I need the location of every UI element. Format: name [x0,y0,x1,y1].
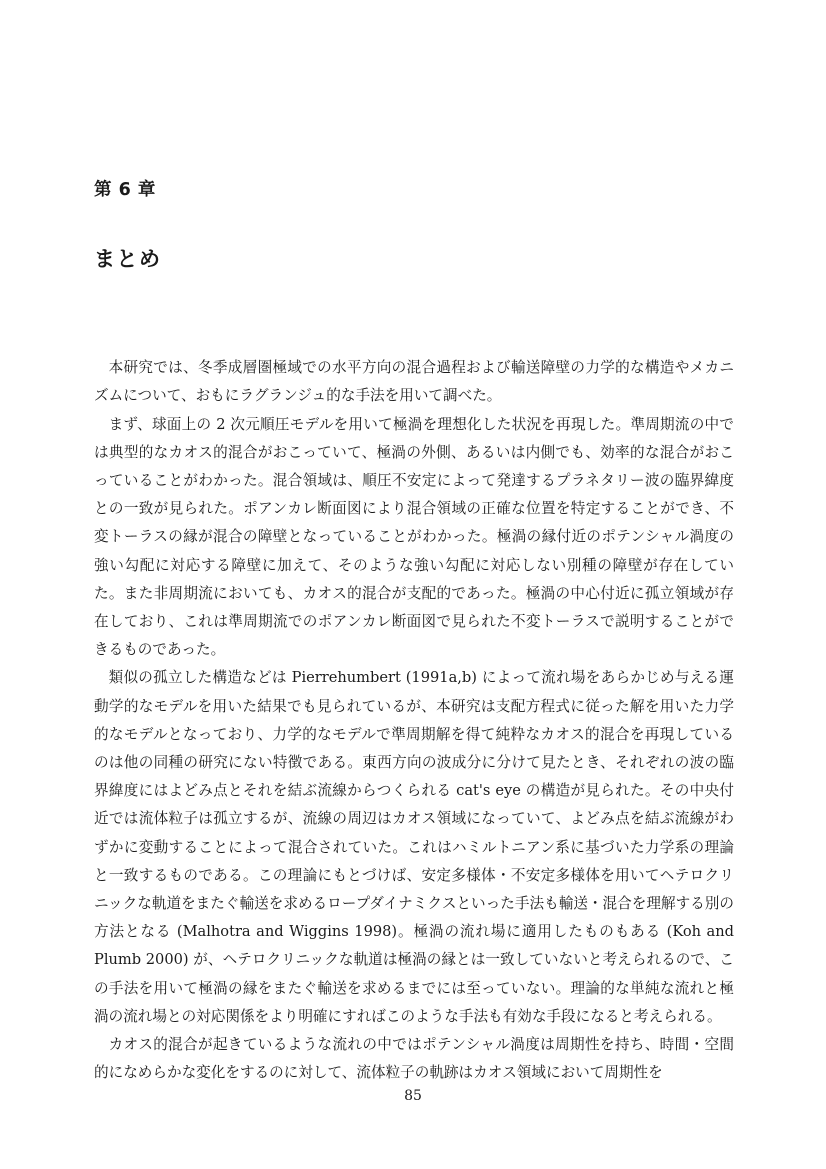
chapter-title: まとめ [94,247,162,271]
page-number: 85 [404,1088,422,1104]
paragraph: まず、球面上の 2 次元順圧モデルを用いて極渦を理想化した状況を再現した。準周期流の中では典型的なカオス的混合がおこっていて、極渦の外側、あるいは内側でも、効率的な混合がおこっていることがわかった。混合領域は、順圧不安定によって発達するプラネタリー波の臨界緯度との一致が見られた。ポアンカレ断面図により混合領域の正確な位置を特定することができ、不変トーラスの縁が混合の障壁となっていることがわかった。極渦の縁付近のポテンシャル渦度の強い勾配に対応する障壁に加えて、そのような強い勾配に対応しない別種の障壁が存在していた。また非周期流においても、カオス的混合が支配的であった。極渦の中心付近に孤立領域が存在しており、これは準周期流でのポアンカレ断面図で見られた不変トーラスで説明することができるものであった。 [94,415,734,659]
page-content [94,180,734,1087]
chapter-label: 第 6 章 [94,180,156,200]
paragraph: 類似の孤立した構造などは Pierrehumbert (1991a,b) によって流れ場をあらかじめ与える運動学的なモデルを用いた結果でも見られているが、本研究は支配方程式に従った解を用いた力学的なモデルとなっており、力学的なモデルで準周期解を得て純粋なカオス的混合を再現しているのは他の同種の研究にない特徴である。東西方向の波成分に分けて見たとき、それぞれの波の臨界緯度にはよどみ点とそれを結ぶ流線からつくられる cat's eye の構造が見られた。その中央付近では流体粒子は孤立するが、流線の周辺はカオス領域になっていて、よどみ点を結ぶ流線がわずかに変動することによって混合されていた。これはハミルトニアン系に基づいた力学系の理論と一致するものである。この理論にもとづけば、安定多様体・不安定多様体を用いてヘテロクリニックな軌道をまたぐ輸送を求めるロープダイナミクスといった手法も輸送・混合を理解する別の方法となる (Malhotra and Wiggins 1998)。極渦の流れ場に適用したものもある (Koh and Plumb 2000) が、ヘテロクリニックな軌道は極渦の縁とは一致していないと考えられるので、この手法を用いて極渦の縁をまたぐ輸送を求めるまでには至っていない。理論的な単純な流れと極渦の流れ場との対応関係をより明確にすればこのような手法も有効な手段になると考えられる。 [94,669,734,1025]
body-text [94,354,734,1087]
paragraph: 本研究では、冬季成層圏極域での水平方向の混合過程および輸送障壁の力学的な構造やメカニズムについて、おもにラグランジュ的な手法を用いて調べた。 [94,359,734,405]
paragraph: カオス的混合が起きているような流れの中ではポテンシャル渦度は周期性を持ち、時間・空間的になめらかな変化をするのに対して、流体粒子の軌跡はカオス領域において周期性を [94,1036,734,1082]
